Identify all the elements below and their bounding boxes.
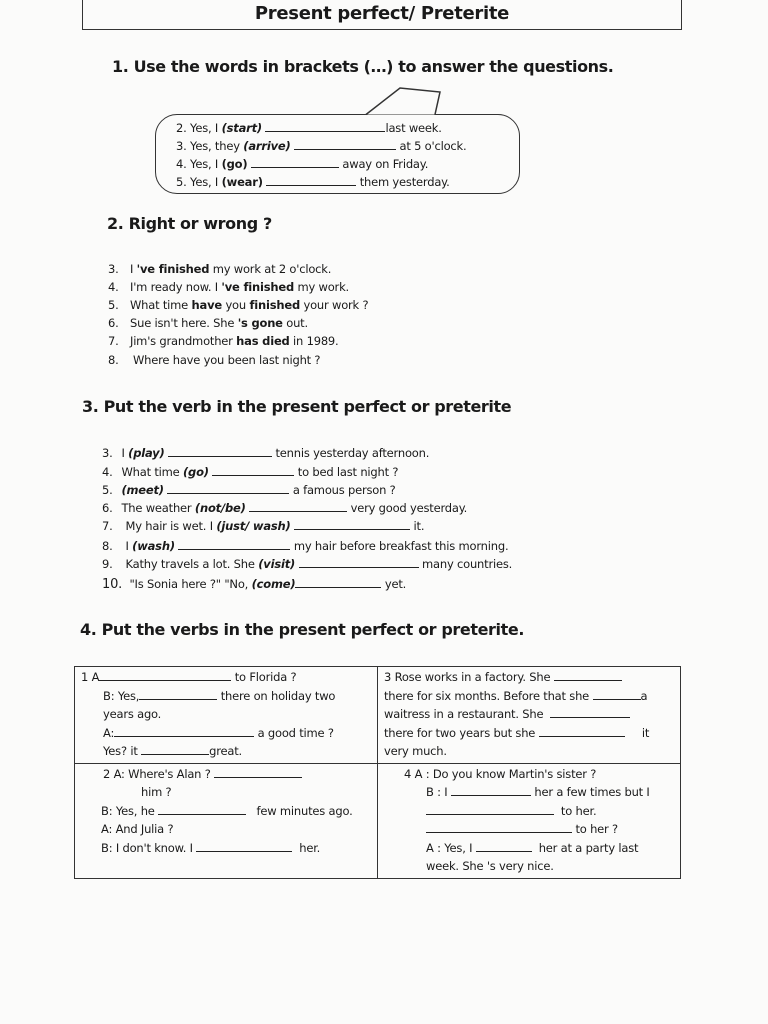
answer-blank[interactable] [539, 726, 625, 737]
answer-blank[interactable] [554, 670, 622, 681]
item-number: 7. [102, 519, 113, 533]
cell-text: 4 A : Do you know Martin's sister ? [404, 766, 597, 781]
cell-text: her a few times but I [534, 785, 650, 799]
item-text: I [130, 262, 134, 276]
item-number: 6. [102, 501, 113, 515]
item-text: out. [286, 316, 308, 330]
page-title: Present perfect/ Preterite [254, 3, 510, 24]
answer-blank[interactable] [295, 577, 381, 588]
cell-text: 1 A [81, 670, 100, 684]
s3-item [102, 539, 508, 553]
verb-form: finished [249, 298, 300, 312]
section4-heading: 4. Put the verbs in the present perfect or preterite. [80, 620, 524, 639]
answer-blank[interactable] [593, 689, 641, 700]
item-text: yet. [384, 577, 407, 591]
verb-cue: (go) [183, 465, 209, 479]
item-text: Yes, I [190, 121, 219, 135]
item-text: last week. [385, 121, 442, 135]
answer-blank[interactable] [141, 744, 209, 755]
verb-cue: (wash) [132, 539, 175, 553]
answer-blank[interactable] [114, 726, 254, 737]
answer-blank[interactable] [196, 841, 292, 852]
item-number: 4. [176, 157, 187, 171]
s3-item [102, 465, 398, 479]
item-text: at 5 o'clock. [399, 139, 467, 153]
verb-form: 's gone [237, 316, 283, 330]
s3-item [102, 446, 429, 460]
section2-heading: 2. Right or wrong ? [107, 214, 272, 233]
item-text: it. [413, 519, 425, 533]
answer-blank[interactable] [99, 670, 231, 681]
answer-blank[interactable] [426, 822, 572, 833]
item-text: my work. [297, 280, 350, 294]
item-text: my work at 2 o'clock. [212, 262, 332, 276]
verb-form: have [191, 298, 222, 312]
cell-text: B: Yes, [103, 688, 140, 703]
answer-blank[interactable] [214, 767, 302, 778]
verb-cue: (play) [128, 446, 165, 460]
item-text: I [125, 539, 129, 553]
cell-text: B: I don't know. I [101, 840, 193, 855]
item-number: 3. [176, 139, 187, 153]
cell-text: few minutes ago. [256, 803, 353, 818]
answer-blank[interactable] [299, 557, 419, 568]
item-text: Where have you been last night ? [133, 353, 321, 367]
s2-item [108, 298, 368, 312]
item-text: Kathy travels a lot. She [125, 557, 255, 571]
answer-blank[interactable] [249, 501, 347, 512]
cell-text: 3 Rose works in a factory. She [384, 670, 551, 684]
item-text: a famous person ? [292, 483, 396, 497]
item-text: away on Friday. [342, 157, 429, 171]
speech-bubble-tail [330, 86, 450, 126]
verb-cue: (just/ wash) [216, 519, 291, 533]
answer-blank[interactable] [251, 157, 339, 168]
item-text: Jim's grandmother [130, 334, 233, 348]
cell-text: to her. [560, 803, 597, 818]
item-text: them yesterday. [359, 175, 450, 189]
answer-blank[interactable] [178, 539, 290, 550]
cell-text: there for two years but she [384, 725, 536, 740]
item-number: 10. [102, 577, 123, 592]
s3-item [102, 483, 396, 497]
item-number: 8. [102, 539, 113, 553]
cell-text: waitress in a restaurant. She [384, 707, 544, 721]
cell-text: her at a party last [538, 840, 639, 855]
answer-blank[interactable] [294, 139, 396, 150]
verb-cue: (meet) [121, 483, 164, 497]
s1-item [176, 139, 466, 153]
verb-cue: (arrive) [243, 139, 291, 153]
s1-item [176, 157, 428, 171]
dialogue-cell-2 [75, 763, 378, 878]
dialogue-cell-1 [75, 667, 378, 764]
cell-text: week. She 's very nice. [426, 859, 554, 873]
item-number: 3. [108, 262, 119, 276]
item-text: in 1989. [293, 334, 339, 348]
item-text: many countries. [422, 557, 513, 571]
s2-item [108, 262, 331, 276]
item-text: Yes, they [190, 139, 240, 153]
s2-item [108, 316, 308, 330]
item-text: you [225, 298, 246, 312]
item-text: I'm ready now. I [130, 280, 218, 294]
section1-heading: 1. Use the words in brackets (…) to answer the questions. [112, 57, 614, 76]
item-number: 4. [102, 465, 113, 479]
cell-text: a [640, 688, 648, 703]
item-number: 8. [108, 353, 119, 367]
item-text: Sue isn't here. She [130, 316, 235, 330]
answer-blank[interactable] [265, 121, 385, 132]
item-text: Yes, I [190, 175, 219, 189]
cell-text: very much. [384, 744, 447, 758]
verb-cue: (wear) [221, 175, 263, 189]
s3-item [102, 519, 424, 533]
item-text: your work ? [303, 298, 369, 312]
item-number: 6. [108, 316, 119, 330]
section3-heading: 3. Put the verb in the present perfect or preterite [82, 397, 512, 416]
item-text: very good yesterday. [350, 501, 468, 515]
item-text: "Is Sonia here ?" "No, [129, 577, 249, 591]
s3-item [102, 501, 467, 515]
item-number: 2. [176, 121, 187, 135]
item-text: my hair before breakfast this morning. [293, 539, 509, 553]
answer-blank[interactable] [168, 446, 272, 457]
s1-item [176, 121, 442, 135]
cell-text: there for six months. Before that she [384, 688, 590, 703]
dialogue-cell-4 [378, 763, 681, 878]
item-text: Yes, I [190, 157, 219, 171]
cell-text: Yes? it [103, 744, 138, 758]
cell-text: great. [209, 744, 242, 758]
s3-item [102, 557, 512, 571]
verb-form: has died [236, 334, 290, 348]
cell-text: her. [299, 840, 321, 855]
cell-text: B: Yes, he [101, 803, 155, 818]
item-text: What time [130, 298, 189, 312]
cell-text: A : Yes, I [426, 840, 473, 855]
item-text: to bed last night ? [297, 465, 399, 479]
verb-cue: (visit) [258, 557, 296, 571]
item-text: What time [121, 465, 180, 479]
cell-text: years ago. [103, 707, 162, 721]
item-text: My hair is wet. I [125, 519, 213, 533]
cell-text: a good time ? [257, 725, 334, 740]
item-text: I [121, 446, 125, 460]
cell-text: to Florida ? [234, 670, 297, 684]
answer-blank[interactable] [451, 785, 531, 796]
title-box [82, 0, 682, 30]
s2-item [108, 353, 320, 367]
item-number: 9. [102, 557, 113, 571]
verb-cue: (go) [221, 157, 248, 171]
answer-blank[interactable] [550, 707, 630, 718]
answer-blank[interactable] [476, 841, 532, 852]
cell-text: A: And Julia ? [101, 822, 174, 836]
s3-item [102, 577, 406, 592]
answer-blank[interactable] [266, 175, 356, 186]
answer-blank[interactable] [212, 465, 294, 476]
verb-cue: (start) [221, 121, 262, 135]
answer-blank[interactable] [294, 519, 410, 530]
s2-item [108, 334, 339, 348]
answer-blank[interactable] [426, 804, 554, 815]
cell-text: 2 A: Where's Alan ? [103, 766, 211, 781]
item-number: 5. [176, 175, 187, 189]
answer-blank[interactable] [139, 689, 217, 700]
cell-text: A: [103, 725, 115, 740]
cell-text: to her ? [575, 822, 618, 836]
cell-text: B : I [426, 785, 448, 799]
item-text: The weather [121, 501, 192, 515]
verb-cue: (not/be) [194, 501, 246, 515]
item-number: 3. [102, 446, 113, 460]
verb-cue: (come) [251, 577, 296, 591]
item-number: 4. [108, 280, 119, 294]
item-number: 5. [108, 298, 119, 312]
cell-text: him ? [141, 785, 172, 799]
verb-form: 've finished [221, 280, 294, 294]
verb-form: 've finished [136, 262, 210, 276]
dialogue-table [74, 666, 681, 879]
answer-blank[interactable] [167, 483, 289, 494]
item-number: 5. [102, 483, 113, 497]
item-number: 7. [108, 334, 119, 348]
cell-text: it [641, 725, 650, 740]
answer-blank[interactable] [158, 804, 246, 815]
item-text: tennis yesterday afternoon. [275, 446, 430, 460]
dialogue-cell-3 [378, 667, 681, 764]
s2-item [108, 280, 349, 294]
cell-text: there on holiday two [220, 688, 336, 703]
s1-item [176, 175, 450, 189]
